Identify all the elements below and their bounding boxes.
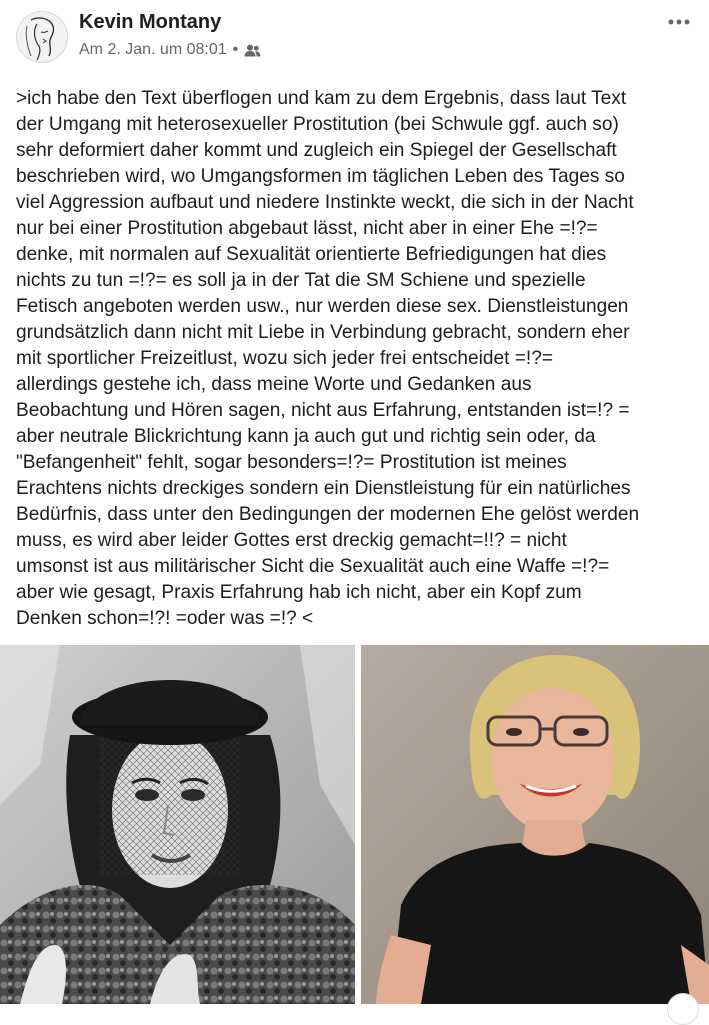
meta-separator: •: [232, 41, 239, 58]
author-name[interactable]: Kevin Montany: [79, 11, 222, 33]
post-meta: [79, 41, 261, 59]
post-timestamp[interactable]: Am 2. Jan. um 08:01: [79, 41, 227, 58]
more-horizontal-icon: [668, 19, 690, 25]
friends-icon[interactable]: [244, 44, 261, 57]
photo-woman-veiled-hat[interactable]: [0, 645, 355, 1004]
photo-woman-glasses-smiling[interactable]: [361, 645, 709, 1004]
profile-avatar[interactable]: [16, 11, 68, 63]
more-options-button[interactable]: [665, 12, 693, 32]
corner-badge: [667, 993, 699, 1025]
post-text: >ich habe den Text überflogen und kam zu dem Ergebnis, dass laut Text der Umgang mit heterosexueller Prostitution (bei Schwule ggf. auch so) sehr deformiert daher kommt und zugleich ein Spiegel der Gesellschaft beschrieben wird, wo Umgangsformen im täglichen Leben des Tages so viel Aggression aufbaut und niedere Instinkte weckt, die sich in der Nacht nur bei einer Prostitution abgebaut lässt, nicht aber in einer Ehe =!?= denke, mit normalen auf Sexualität orientierte Befriedigungen hat dies nichts zu tun =!?= es soll ja in der Tat die SM Schiene und spezielle Fetisch angeboten werden usw., nur werden diese sex. Dienstleistungen grundsätzlich dann nicht mit Liebe in Verbindung gebracht, sondern eher mit sportlicher Freizeitlust, wozu sich jeder frei entscheidet =!?= allerdings gestehe ich, dass meine Worte und Gedanken aus Beobachtung und Hören sagen, nicht aus Erfahrung, entstanden ist=!? = aber neutrale Blickrichtung kann ja auch gut und richtig sein oder, da "Befangenheit" fehlt, sogar besonders=!?= Prostitution ist meines Erachtens nichts dreckiges sondern ein Dienstleistung für ein natürliches Bedürfnis, dass unter den Bedingungen der modernen Ehe gelöst werden muss, es wird aber leider Gottes erst dreckig gemacht=!!? = nicht umsonst ist aus militärischer Sicht die Sexualität auch eine Waffe =!?= aber wie gesagt, Praxis Erfahrung hab ich nicht, aber ein Kopf zum Denken schon=!?! =oder was =!? <: [16, 88, 640, 629]
post-header: [0, 0, 709, 78]
